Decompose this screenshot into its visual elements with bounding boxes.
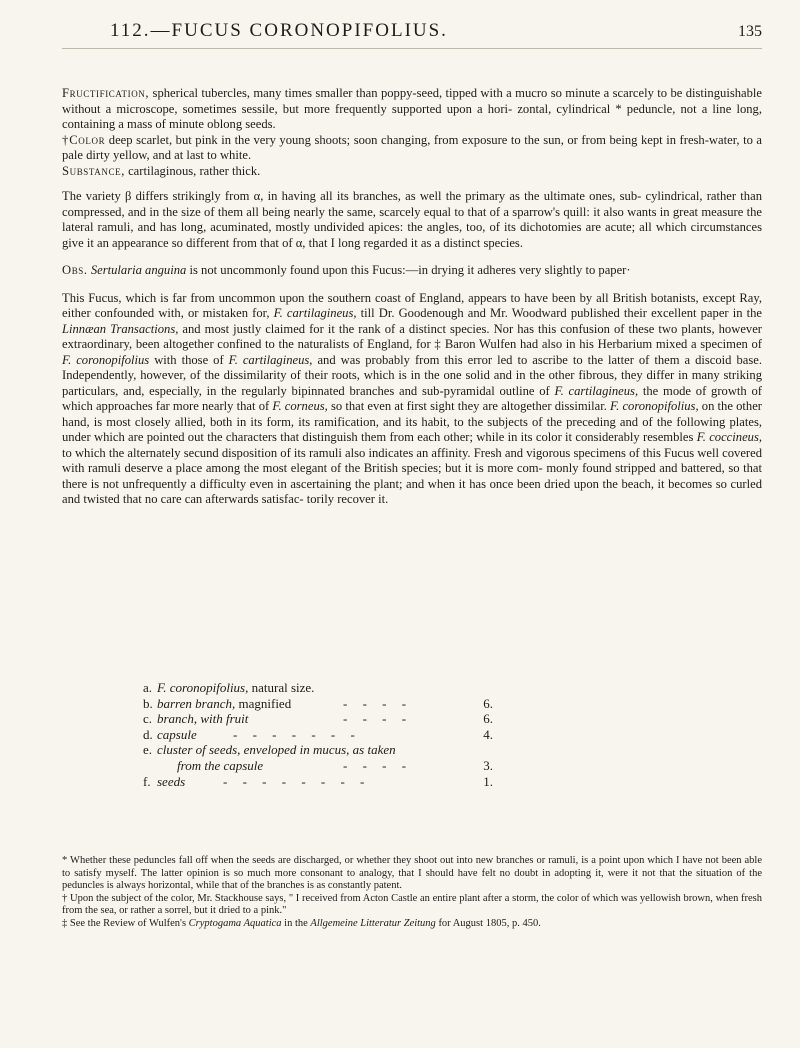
obs-paragraph — [62, 263, 762, 279]
discussion-text: to which the alternately secund disposition of its ramuli also indicates an affinity. Fresh and vigorous specimens of this Fucus well covered with ramuli deserve a place among the most elegant of the British species; but it is more com- monly found stripped and battered, so that there is not unfrequently a difficulty even in ascertaining the plant; and when it has once been dried upon the beach, it becomes so curled and twisted that no care can afterwards satisfac- torily recover it. — [62, 445, 762, 506]
legend-key: b. — [143, 695, 153, 711]
legend-row — [143, 696, 493, 712]
page-header — [62, 18, 762, 49]
legend-row — [143, 727, 493, 743]
footnote-dagger: † Upon the subject of the color, Mr. Stackhouse says, " I received from Acton Castle an entire plant after a storm, the color of which was yellowish brown, when fresh from the sea, or rather a sorrel, but it dried to a pink." — [62, 892, 762, 917]
legend-label: from the capsule — [177, 757, 264, 773]
legend-key: c. — [143, 711, 153, 727]
discussion-text: the mode of growth of which approaches far more nearly that of — [62, 383, 762, 413]
species-name: F. cartilagineus, — [273, 306, 357, 320]
footnotes — [62, 855, 762, 931]
legend-row — [143, 758, 493, 774]
obs-label: Obs. — [62, 263, 88, 277]
legend-magnification: 6. — [483, 711, 493, 727]
legend-key: a. — [143, 680, 153, 695]
legend-label: capsule — [157, 726, 197, 742]
color-text: deep scarlet, but pink in the very young shoots; soon changing, from exposure to the sun, or from being kept in fresh-water, to a pale dirty yellow, and at last to white. — [62, 132, 763, 162]
legend-magnification: 6. — [483, 695, 493, 711]
substance-text: cartilaginous, rather thick. — [128, 163, 261, 178]
discussion-text: with those of — [154, 352, 224, 367]
legend-row — [143, 680, 493, 696]
footnote-text: for August 1805, p. 450. — [438, 917, 541, 929]
legend-label: cluster of seeds, enveloped in mucus, as taken — [157, 742, 396, 758]
species-name: F. corneus, — [272, 399, 328, 413]
legend-row — [143, 742, 493, 758]
obs-species: Sertularia anguina — [90, 263, 187, 277]
color-paragraph — [62, 133, 762, 164]
footnote-text: ‡ See the Review of Wulfen's — [62, 917, 187, 929]
legend-label: barren branch, — [157, 695, 236, 711]
legend-magnification: 3. — [483, 757, 493, 773]
legend-label: branch, with fruit — [157, 711, 249, 727]
fructification-label: Fructification, — [62, 86, 150, 100]
legend-dash: - - - - — [343, 757, 413, 773]
legend-dash: - - - - — [343, 695, 413, 711]
footnote-star: * Whether these peduncles fall off when the seeds are discharged, or whether they shoot out into new branches or ramuli, is a point upon which I have not been able to satisfy myself. The latter opinion is so much more consonant to analogy, that I should have felt no doubt in adopting it, were it not that the situation of the peduncles is always horizontal, while that of the branches is as constantly patent. — [62, 855, 762, 892]
discussion-text: and was probably from this error led to ascribe to the latter of them a discoid base. Independently, however, of the dissimilarity of their roots, which is in the one solid and in the other fibrous, they differ in many striking particulars, and, especially, in the regularly bipinnated branches and sub-pyramidal outline of — [62, 352, 762, 398]
legend-row — [143, 774, 493, 790]
fructification-paragraph — [62, 86, 762, 133]
legend-key: d. — [143, 726, 153, 742]
discussion-paragraph — [62, 291, 762, 508]
discussion-text: This Fucus, which is far from uncommon upon the southern coast of England, appears to have been by all British botanists, except Ray, either confounded with, or mistaken for, — [62, 290, 762, 320]
discussion-text: and most justly claimed for it the rank of a distinct species. Nor has this confusion of these two plants, however extraordinary, been altogether confined to the naturalists of England, for ‡ Baron Wulfen had also in his Herbarium mixed a specimen of — [62, 321, 762, 351]
legend-dash: - - - - - - - - — [223, 773, 371, 789]
running-title: 112.—FUCUS CORONOPIFOLIUS. — [110, 20, 448, 41]
book-title: Cryptogama Aquatica — [188, 917, 282, 929]
footnote-double-dagger — [62, 918, 762, 931]
discussion-text: on the other hand, is most closely allied, both in its form, its ramification, and its habit, to the subjects of the preceding and of the following plates, under which are pointed out the characters that distinguish them from each other; while in its color it considerably resembles — [62, 399, 762, 444]
legend-key: f. — [143, 773, 151, 789]
footnote-text: in the — [284, 917, 308, 929]
discussion-text: till Dr. Goodenough and Mr. Woodward published their excellent paper in the — [360, 306, 762, 320]
discussion-text: so that even at first sight they are altogether dissimilar. — [330, 399, 607, 413]
main-text — [62, 86, 762, 508]
species-name: F. coccineus, — [696, 430, 763, 444]
legend-magnification: 4. — [483, 726, 493, 742]
legend-magnification: 1. — [483, 773, 493, 789]
plate-legend — [143, 680, 493, 789]
species-name: F. cartilagineus, — [554, 383, 639, 398]
journal-title: Linnæan Transactions, — [62, 321, 179, 336]
legend-label: seeds — [157, 773, 186, 789]
legend-dash: - - - - - - - — [233, 726, 361, 742]
page-number: 135 — [738, 23, 762, 40]
legend-key: e. — [143, 742, 153, 758]
species-name: F. coronopifolius — [62, 352, 150, 367]
color-label: †Color — [62, 132, 106, 147]
variety-paragraph: The variety β differs strikingly from α, in having all its branches, as well the primary as the ultimate ones, sub- cylindrical, rather than compressed, and in the size of them all being nearly the same, scarcely equal to that of a sparrow's quill: it also wants in great measure the lateral ramuli, and has long, acuminated, mostly undivided apices: the angles, too, of its dichotomies are acute; all which circumstances give it an appearance so different from that of α, that I long regarded it as a distinct species. — [62, 189, 762, 250]
legend-rest: magnified — [235, 695, 292, 711]
species-name: F. coronopifolius, — [610, 399, 699, 413]
fructification-text: spherical tubercles, many times smaller than poppy-seed, tipped with a mucro so minute a scarcely to be distinguishable without a microscope, sometimes sessile, but more frequently supported upon a hori- zontal, cylindrical * peduncle, not a line long, containing a mass of minute oblong seeds. — [62, 86, 762, 131]
substance-paragraph — [62, 164, 762, 180]
species-name: F. cartilagineus, — [228, 352, 313, 367]
obs-text: is not uncommonly found upon this Fucus:—in drying it adheres very slightly to paper· — [189, 263, 631, 277]
journal-title: Allgemeine Litteratur Zeitung — [310, 917, 436, 929]
legend-row — [143, 711, 493, 727]
substance-label: Substance, — [62, 163, 125, 178]
legend-dash: - - - - — [343, 711, 413, 727]
legend-rest: natural size. — [248, 680, 315, 695]
legend-label: F. coronopifolius, — [157, 680, 249, 695]
